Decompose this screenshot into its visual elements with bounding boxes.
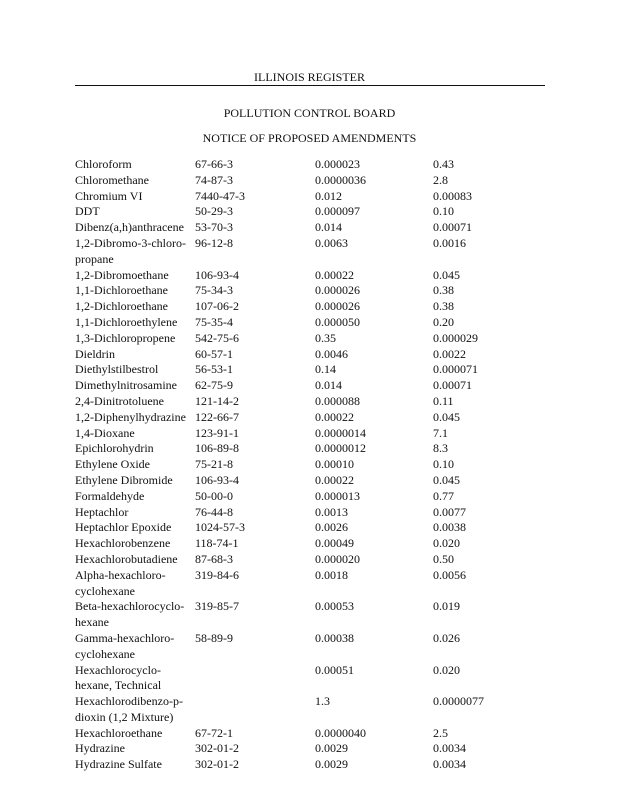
cas-number: 76-44-8 <box>195 504 233 519</box>
chemical-name: Dieldrin <box>75 346 115 361</box>
cas-number: 58-89-9 <box>195 630 233 645</box>
value-1: 0.00022 <box>315 409 354 424</box>
table-row <box>75 426 555 442</box>
chemical-name: Formaldehyde <box>75 488 145 503</box>
cas-number: 319-84-6 <box>195 567 239 582</box>
chemical-name: Hydrazine <box>75 741 125 756</box>
chemical-name: 1,2-Dibromo-3-chloro-propane <box>75 235 186 266</box>
chemical-table <box>75 157 555 773</box>
table-row <box>75 726 555 742</box>
chemical-name: Epichlorohydrin <box>75 441 154 456</box>
value-2: 0.0016 <box>433 235 466 250</box>
value-2: 0.0000077 <box>433 694 484 709</box>
table-row <box>75 441 555 457</box>
value-1: 0.0018 <box>315 567 348 582</box>
cas-number: 50-00-0 <box>195 488 233 503</box>
value-2: 0.0038 <box>433 520 466 535</box>
chemical-name: Beta-hexachlorocyclo-hexane <box>75 599 185 630</box>
table-row <box>75 552 555 568</box>
table-row <box>75 189 555 205</box>
table-row <box>75 599 555 631</box>
chemical-name: 1,2-Dibromoethane <box>75 267 169 282</box>
table-row <box>75 347 555 363</box>
chemical-name: Gamma-hexachloro-cyclohexane <box>75 630 175 661</box>
value-2: 0.00071 <box>433 378 472 393</box>
value-1: 1.3 <box>315 694 330 709</box>
table-row <box>75 220 555 236</box>
notice-title: NOTICE OF PROPOSED AMENDMENTS <box>202 131 417 145</box>
table-row <box>75 457 555 473</box>
chemical-name: Hexachlorocyclo-hexane, Technical <box>75 662 162 693</box>
value-2: 2.8 <box>433 172 448 187</box>
value-2: 0.38 <box>433 299 454 314</box>
cas-number: 67-72-1 <box>195 725 233 740</box>
value-1: 0.000050 <box>315 314 360 329</box>
chemical-name: Dibenz(a,h)anthracene <box>75 220 184 235</box>
chemical-name: Ethylene Oxide <box>75 457 150 472</box>
header-rule <box>75 85 545 86</box>
table-row <box>75 394 555 410</box>
value-2: 7.1 <box>433 425 448 440</box>
cas-number: 319-85-7 <box>195 599 239 614</box>
value-1: 0.000088 <box>315 393 360 408</box>
table-row <box>75 268 555 284</box>
chemical-name: Chromium VI <box>75 188 143 203</box>
agency-title: POLLUTION CONTROL BOARD <box>223 106 396 120</box>
value-1: 0.0029 <box>315 757 348 772</box>
value-1: 0.00010 <box>315 457 354 472</box>
table-row <box>75 520 555 536</box>
cas-number: 542-75-6 <box>195 330 239 345</box>
value-2: 0.026 <box>433 630 460 645</box>
table-row <box>75 378 555 394</box>
value-2: 0.11 <box>433 393 454 408</box>
register-title: ILLINOIS REGISTER <box>254 70 365 84</box>
table-row <box>75 536 555 552</box>
chemical-name: 1,1-Dichloroethylene <box>75 314 178 329</box>
value-1: 0.00022 <box>315 472 354 487</box>
chemical-name: Chloroform <box>75 157 132 171</box>
chemical-name: Hexachlorobutadiene <box>75 551 178 566</box>
value-2: 0.020 <box>433 662 460 677</box>
chemical-name: 1,2-Diphenylhydrazine <box>75 409 186 424</box>
value-2: 0.10 <box>433 204 454 219</box>
value-1: 0.012 <box>315 188 342 203</box>
value-1: 0.00051 <box>315 662 354 677</box>
chemical-name: Heptachlor <box>75 504 129 519</box>
value-2: 0.38 <box>433 283 454 298</box>
value-2: 0.0034 <box>433 741 466 756</box>
table-row <box>75 694 555 726</box>
value-2: 0.045 <box>433 472 460 487</box>
table-row <box>75 663 555 695</box>
cas-number: 87-68-3 <box>195 551 233 566</box>
table-row <box>75 204 555 220</box>
value-1: 0.0013 <box>315 504 348 519</box>
value-2: 0.0056 <box>433 567 466 582</box>
cas-number: 302-01-2 <box>195 741 239 756</box>
chemical-name: Hexachlorodibenzo-p-dioxin (1,2 Mixture) <box>75 694 183 724</box>
chemical-name: Dimethylnitrosamine <box>75 378 177 393</box>
value-2: 0.20 <box>433 314 454 329</box>
value-2: 0.50 <box>433 551 454 566</box>
table-row <box>75 568 555 600</box>
value-1: 0.0000036 <box>315 172 366 187</box>
value-2: 8.3 <box>433 441 448 456</box>
table-row <box>75 473 555 489</box>
table-row <box>75 173 555 189</box>
value-2: 2.5 <box>433 725 448 740</box>
chemical-name: 1,2-Dichloroethane <box>75 299 168 314</box>
value-1: 0.000026 <box>315 299 360 314</box>
value-1: 0.000013 <box>315 488 360 503</box>
chemical-name: Hexachloroethane <box>75 725 163 740</box>
cas-number: 106-89-8 <box>195 441 239 456</box>
cas-number: 123-91-1 <box>195 425 239 440</box>
chemical-name: Heptachlor Epoxide <box>75 520 172 535</box>
cas-number: 122-66-7 <box>195 409 239 424</box>
cas-number: 75-21-8 <box>195 457 233 472</box>
value-2: 0.0034 <box>433 757 466 772</box>
cas-number: 60-57-1 <box>195 346 233 361</box>
table-row <box>75 157 555 173</box>
table-row <box>75 236 555 268</box>
value-2: 0.020 <box>433 536 460 551</box>
cas-number: 107-06-2 <box>195 299 239 314</box>
table-row <box>75 505 555 521</box>
value-2: 0.045 <box>433 267 460 282</box>
value-1: 0.000097 <box>315 204 360 219</box>
chemical-name: 2,4-Dinitrotoluene <box>75 393 164 408</box>
value-2: 0.77 <box>433 488 454 503</box>
value-1: 0.0026 <box>315 520 348 535</box>
value-1: 0.00049 <box>315 536 354 551</box>
value-2: 0.000071 <box>433 362 478 377</box>
value-1: 0.000023 <box>315 157 360 171</box>
value-1: 0.0063 <box>315 235 348 250</box>
chemical-name: Hydrazine Sulfate <box>75 757 162 772</box>
value-1: 0.00053 <box>315 599 354 614</box>
cas-number: 106-93-4 <box>195 267 239 282</box>
value-2: 0.0022 <box>433 346 466 361</box>
table-row <box>75 315 555 331</box>
cas-number: 74-87-3 <box>195 172 233 187</box>
value-2: 0.0077 <box>433 504 466 519</box>
chemical-name: 1,4-Dioxane <box>75 425 135 440</box>
value-1: 0.014 <box>315 220 342 235</box>
value-2: 0.045 <box>433 409 460 424</box>
value-2: 0.000029 <box>433 330 478 345</box>
chemical-name: DDT <box>75 204 100 219</box>
value-1: 0.35 <box>315 330 336 345</box>
cas-number: 121-14-2 <box>195 393 239 408</box>
cas-number: 106-93-4 <box>195 472 239 487</box>
cas-number: 50-29-3 <box>195 204 233 219</box>
table-row <box>75 362 555 378</box>
cas-number: 56-53-1 <box>195 362 233 377</box>
value-2: 0.10 <box>433 457 454 472</box>
value-1: 0.00022 <box>315 267 354 282</box>
value-1: 0.014 <box>315 378 342 393</box>
value-2: 0.019 <box>433 599 460 614</box>
table-row <box>75 283 555 299</box>
chemical-name: Hexachlorobenzene <box>75 536 171 551</box>
value-1: 0.0000040 <box>315 725 366 740</box>
value-1: 0.00038 <box>315 630 354 645</box>
cas-number: 96-12-8 <box>195 235 233 250</box>
cas-number: 62-75-9 <box>195 378 233 393</box>
cas-number: 67-66-3 <box>195 157 233 171</box>
cas-number: 1024-57-3 <box>195 520 245 535</box>
chemical-name: Ethylene Dibromide <box>75 472 173 487</box>
value-1: 0.0029 <box>315 741 348 756</box>
value-1: 0.14 <box>315 362 336 377</box>
table-row <box>75 741 555 757</box>
cas-number: 53-70-3 <box>195 220 233 235</box>
value-1: 0.0046 <box>315 346 348 361</box>
value-2: 0.43 <box>433 157 454 171</box>
chemical-name: Alpha-hexachloro-cyclohexane <box>75 567 166 598</box>
cas-number: 7440-47-3 <box>195 188 245 203</box>
value-2: 0.00071 <box>433 220 472 235</box>
table-row <box>75 489 555 505</box>
cas-number: 302-01-2 <box>195 757 239 772</box>
cas-number: 75-35-4 <box>195 314 233 329</box>
table-row <box>75 757 555 773</box>
chemical-name: Chloromethane <box>75 172 149 187</box>
value-1: 0.000026 <box>315 283 360 298</box>
value-1: 0.0000012 <box>315 441 366 456</box>
chemical-name: Diethylstilbestrol <box>75 362 159 377</box>
chemical-name: 1,1-Dichloroethane <box>75 283 168 298</box>
cas-number: 75-34-3 <box>195 283 233 298</box>
value-1: 0.0000014 <box>315 425 366 440</box>
value-2: 0.00083 <box>433 188 472 203</box>
cas-number: 118-74-1 <box>195 536 239 551</box>
table-row <box>75 410 555 426</box>
table-row <box>75 299 555 315</box>
table-row <box>75 631 555 663</box>
table-row <box>75 331 555 347</box>
value-1: 0.000020 <box>315 551 360 566</box>
chemical-name: 1,3-Dichloropropene <box>75 330 176 345</box>
